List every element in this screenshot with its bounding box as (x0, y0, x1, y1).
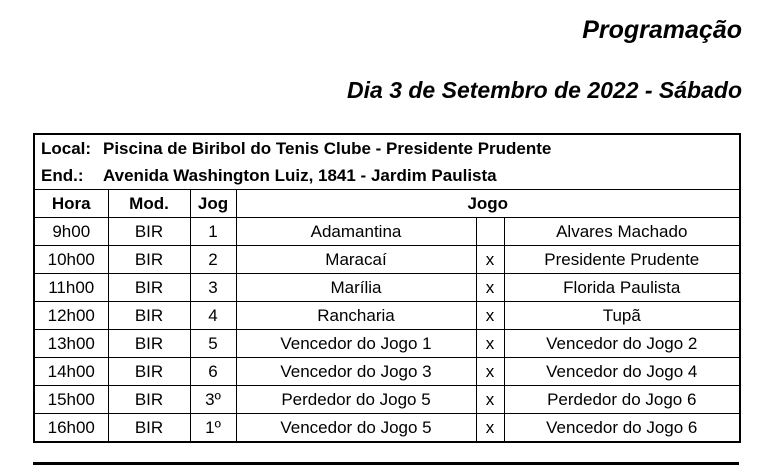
cell-jog: 2 (190, 246, 236, 274)
address-value: Avenida Washington Luiz, 1841 - Jardim Paulista (103, 166, 497, 185)
venue-local-row (34, 134, 740, 162)
address-label: End.: (41, 166, 84, 185)
header-hora: Hora (34, 190, 108, 218)
table-row (34, 274, 740, 302)
cell-mod: BIR (108, 358, 190, 386)
header-jog: Jog (190, 190, 236, 218)
cell-jog: 4 (190, 302, 236, 330)
cell-hora: 12h00 (34, 302, 108, 330)
cell-jog: 3 (190, 274, 236, 302)
cell-team-b: Tupã (504, 302, 740, 330)
cell-team-b: Vencedor do Jogo 6 (504, 414, 740, 443)
cell-mod: BIR (108, 414, 190, 443)
table-row (34, 246, 740, 274)
cell-mod: BIR (108, 218, 190, 246)
schedule-rows (34, 218, 740, 443)
cell-jog: 3º (190, 386, 236, 414)
cell-hora: 10h00 (34, 246, 108, 274)
cell-hora: 16h00 (34, 414, 108, 443)
cell-vs: x (476, 274, 504, 302)
cell-vs: x (476, 414, 504, 443)
cell-jog: 6 (190, 358, 236, 386)
local-value: Piscina de Biribol do Tenis Clube - Presidente Prudente (103, 139, 552, 158)
page-title: Programação (582, 16, 742, 44)
cell-team-b: Perdedor do Jogo 6 (504, 386, 740, 414)
table-row (34, 386, 740, 414)
cell-hora: 9h00 (34, 218, 108, 246)
cell-jog: 1º (190, 414, 236, 443)
bottom-divider (33, 462, 739, 465)
cell-team-b: Florida Paulista (504, 274, 740, 302)
cell-team-a: Vencedor do Jogo 3 (236, 358, 476, 386)
table-row (34, 218, 740, 246)
cell-vs: x (476, 302, 504, 330)
cell-hora: 11h00 (34, 274, 108, 302)
cell-mod: BIR (108, 246, 190, 274)
table-header-row (34, 190, 740, 218)
cell-team-b: Vencedor do Jogo 4 (504, 358, 740, 386)
header-jogo: Jogo (236, 190, 740, 218)
table-row (34, 302, 740, 330)
cell-hora: 13h00 (34, 330, 108, 358)
cell-mod: BIR (108, 302, 190, 330)
cell-hora: 15h00 (34, 386, 108, 414)
cell-team-a: Rancharia (236, 302, 476, 330)
cell-jog: 1 (190, 218, 236, 246)
cell-team-a: Vencedor do Jogo 1 (236, 330, 476, 358)
local-label: Local: (41, 139, 92, 158)
cell-mod: BIR (108, 386, 190, 414)
header-mod: Mod. (108, 190, 190, 218)
cell-team-b: Presidente Prudente (504, 246, 740, 274)
cell-team-a: Adamantina (236, 218, 476, 246)
cell-mod: BIR (108, 330, 190, 358)
cell-hora: 14h00 (34, 358, 108, 386)
cell-team-a: Vencedor do Jogo 5 (236, 414, 476, 443)
cell-mod: BIR (108, 274, 190, 302)
cell-team-a: Perdedor do Jogo 5 (236, 386, 476, 414)
cell-vs: x (476, 358, 504, 386)
table-row (34, 414, 740, 443)
cell-vs: x (476, 330, 504, 358)
cell-team-b: Alvares Machado (504, 218, 740, 246)
cell-vs: x (476, 386, 504, 414)
cell-team-a: Marília (236, 274, 476, 302)
cell-team-b: Vencedor do Jogo 2 (504, 330, 740, 358)
page-date: Dia 3 de Setembro de 2022 - Sábado (347, 77, 742, 103)
cell-team-a: Maracaí (236, 246, 476, 274)
cell-jog: 5 (190, 330, 236, 358)
venue-address-row (34, 162, 740, 190)
table-row (34, 330, 740, 358)
table-row (34, 358, 740, 386)
cell-vs: x (476, 246, 504, 274)
schedule-table (33, 133, 741, 443)
cell-vs (476, 218, 504, 246)
